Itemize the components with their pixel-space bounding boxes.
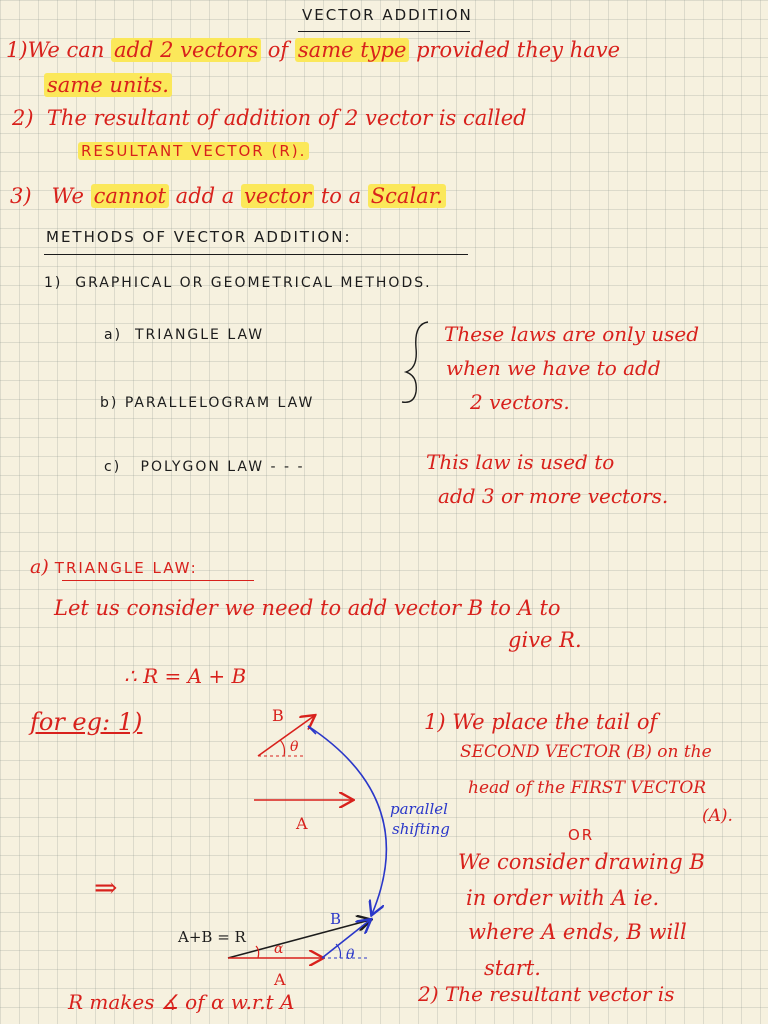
label-theta-bottom: θ (346, 947, 355, 963)
point-1-post: provided they have (409, 38, 621, 62)
point-1-mid: of (261, 38, 295, 62)
step-line-2: SECOND VECTOR (B) on the (460, 742, 712, 762)
point-3-pre: We (51, 184, 91, 208)
point-2-text: The resultant of addition of 2 vector is called (46, 106, 527, 130)
step-line-6: in order with A ie. (466, 886, 660, 910)
label-b-top: B (272, 706, 284, 725)
label-a: A (296, 814, 308, 833)
triangle-law-marker: a) (30, 556, 49, 578)
example-label: for eg: 1) (30, 708, 143, 736)
step-line-7: where A ends, B will (468, 920, 687, 944)
label-sum: A+B = R (178, 928, 246, 946)
implies-arrow: ⇒ (94, 871, 118, 904)
point-1-highlight-add: add 2 vectors (111, 38, 261, 62)
law-polygon-label: POLYGON LAW - - - (140, 459, 305, 475)
bottom-right-note: 2) The resultant vector is (418, 982, 675, 1006)
point-3-highlight-scalar: Scalar. (368, 184, 446, 208)
consider-line-1: Let us consider we need to add vector B to A to (54, 596, 561, 620)
label-alpha: α (274, 941, 284, 957)
equation: ∴ R = A + B (124, 664, 247, 688)
bottom-left-note: R makes ∡ of α w.r.t A (68, 990, 295, 1014)
law-parallelogram-label: PARALLELOGRAM LAW (124, 395, 315, 411)
graphical-label: GRAPHICAL OR GEOMETRICAL METHODS. (75, 275, 432, 291)
label-b-bottom: B (330, 910, 342, 928)
law-polygon-marker: c) (104, 459, 122, 475)
point-3-highlight-cannot: cannot (91, 184, 169, 208)
parallel-shift-curve (308, 726, 386, 914)
label-theta-top: θ (290, 739, 299, 755)
methods-heading: METHODS OF VECTOR ADDITION: (46, 228, 352, 246)
law-triangle-label: TRIANGLE LAW (134, 327, 265, 343)
point-3-number: 3) (10, 184, 32, 208)
point-3-mid: add a (169, 184, 241, 208)
triangle-law-label: TRIANGLE LAW: (54, 559, 198, 577)
brace-note-line-2: when we have to add (446, 356, 661, 380)
step-line-5: We consider drawing B (458, 850, 705, 874)
brace-mark (402, 322, 428, 402)
graphical-number: 1) (44, 275, 63, 291)
law-triangle-marker: a) (104, 327, 123, 343)
polygon-note-line-1: This law is used to (426, 450, 615, 474)
angle-arc-alpha (256, 946, 259, 958)
point-3-post: to a (314, 184, 368, 208)
point-1-line2: same units. (44, 75, 172, 96)
point-1-highlight-type: same type (295, 38, 410, 62)
step-line-3: head of the FIRST VECTOR (468, 778, 707, 798)
law-parallelogram-marker: b) (100, 395, 119, 411)
brace-note-line-3: 2 vectors. (470, 390, 570, 414)
point-3-highlight-vector: vector (241, 184, 314, 208)
consider-line-2: give R. (508, 628, 582, 652)
point-1-pre: We can (27, 38, 112, 62)
vector-b-top (258, 716, 314, 756)
step-line-1: 1) We place the tail of (424, 710, 658, 734)
polygon-note-line-2: add 3 or more vectors. (438, 484, 669, 508)
step-line-8: start. (484, 956, 541, 980)
brace-note-line-1: These laws are only used (444, 322, 700, 346)
step-line-4: (A). (702, 806, 733, 826)
point-1-number: 1) (6, 38, 28, 62)
label-shifting: shifting (392, 820, 450, 838)
page-title: VECTOR ADDITION (302, 6, 473, 24)
point-2-resultant-vector: RESULTANT VECTOR (R). (78, 144, 309, 159)
label-parallel: parallel (390, 800, 448, 818)
angle-arc-top (280, 740, 285, 756)
point-2-number: 2) (12, 106, 34, 130)
label-a-bottom: A (274, 970, 286, 989)
step-or: OR (568, 826, 595, 844)
